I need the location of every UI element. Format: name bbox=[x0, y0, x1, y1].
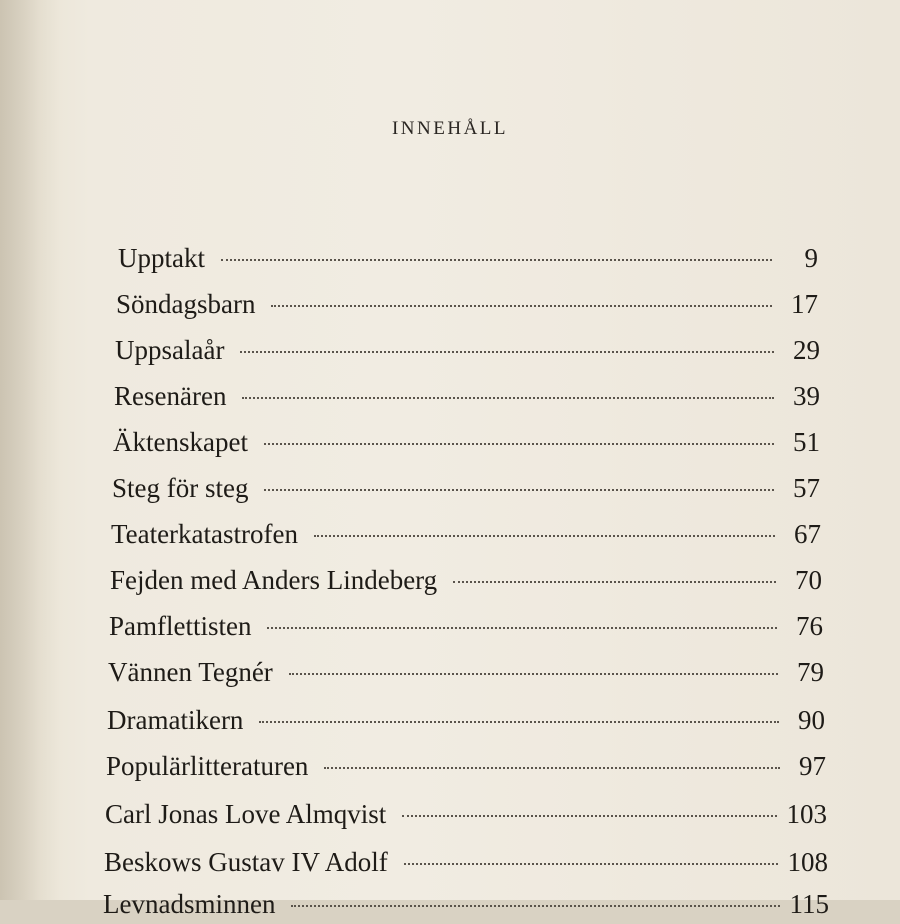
toc-entry-page: 57 bbox=[793, 473, 820, 503]
toc-entry-title: Resenären bbox=[114, 381, 227, 411]
dot-leader bbox=[264, 488, 774, 491]
toc-entry-page: 97 bbox=[799, 751, 826, 781]
toc-entry bbox=[103, 884, 829, 924]
toc-entry-title: Carl Jonas Love Almqvist bbox=[105, 799, 387, 829]
toc-entry-page: 51 bbox=[793, 427, 820, 457]
dot-leader bbox=[259, 720, 779, 723]
toc-entry bbox=[108, 652, 824, 692]
dot-leader bbox=[291, 904, 779, 907]
toc-entry-page: 39 bbox=[793, 381, 820, 411]
toc-entry-page: 115 bbox=[789, 889, 829, 919]
toc-entry-page: 29 bbox=[793, 335, 820, 365]
toc-entry bbox=[116, 284, 818, 324]
dot-leader bbox=[271, 304, 772, 307]
toc-entry-page: 9 bbox=[804, 243, 818, 273]
toc-entry-page: 79 bbox=[797, 657, 824, 687]
dot-leader bbox=[289, 672, 778, 675]
dot-leader bbox=[264, 442, 774, 445]
toc-entry-page: 76 bbox=[796, 611, 823, 641]
toc-entry-title: Upptakt bbox=[118, 243, 205, 273]
toc-entry bbox=[118, 238, 818, 278]
toc-entry bbox=[111, 514, 821, 554]
toc-entry-page: 90 bbox=[798, 705, 825, 735]
toc-entry-page: 67 bbox=[794, 519, 821, 549]
dot-leader bbox=[402, 814, 776, 817]
toc-entry bbox=[104, 842, 828, 882]
toc-entry bbox=[110, 560, 822, 600]
toc-entry bbox=[105, 794, 827, 834]
toc-entry-title: Dramatikern bbox=[107, 705, 244, 735]
toc-entry-title: Söndagsbarn bbox=[116, 289, 256, 319]
toc-entry bbox=[115, 330, 820, 370]
toc-entry-title: Vännen Tegnér bbox=[108, 657, 273, 687]
dot-leader bbox=[324, 766, 780, 769]
toc-entry-title: Beskows Gustav IV Adolf bbox=[104, 847, 388, 877]
toc-entry-title: Äktenskapet bbox=[113, 427, 248, 457]
dot-leader bbox=[404, 862, 778, 865]
toc-entry-title: Teaterkatastrofen bbox=[111, 519, 298, 549]
dot-leader bbox=[240, 350, 774, 353]
toc-entry-title: Populärlitteraturen bbox=[106, 751, 309, 781]
toc-entry-title: Fejden med Anders Lindeberg bbox=[110, 565, 438, 595]
toc-entry-page: 103 bbox=[786, 799, 827, 829]
toc-entry-page: 17 bbox=[791, 289, 818, 319]
toc-entry bbox=[107, 700, 825, 740]
page-title: INNEHÅLL bbox=[391, 118, 509, 139]
toc-entry-title: Levnadsminnen bbox=[103, 889, 276, 919]
toc-entry bbox=[113, 422, 820, 462]
toc-entry-title: Pamflettisten bbox=[109, 611, 252, 641]
toc-entry-page: 70 bbox=[795, 565, 822, 595]
dot-leader bbox=[453, 580, 776, 583]
toc-entry bbox=[109, 606, 823, 646]
dot-leader bbox=[267, 626, 777, 629]
dot-leader bbox=[221, 258, 772, 261]
toc-entry-title: Steg för steg bbox=[112, 473, 249, 503]
dot-leader bbox=[242, 396, 774, 399]
dot-leader bbox=[314, 534, 775, 537]
toc-entry-title: Uppsalaår bbox=[115, 335, 225, 365]
toc-entry bbox=[106, 746, 826, 786]
toc-entry-page: 108 bbox=[787, 847, 828, 877]
toc-entry bbox=[114, 376, 820, 416]
toc-entry bbox=[112, 468, 820, 508]
